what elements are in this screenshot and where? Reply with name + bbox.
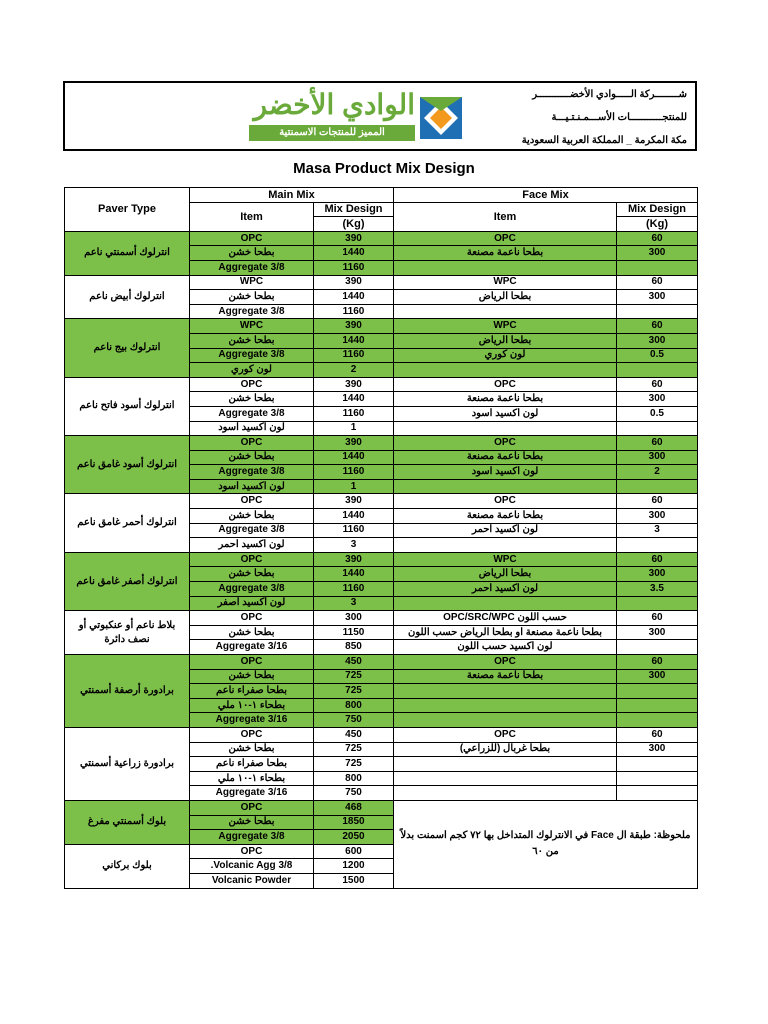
main-kg-cell: 1160 (314, 582, 394, 597)
main-kg-cell: 1440 (314, 333, 394, 348)
main-kg-cell: 390 (314, 436, 394, 451)
main-kg-cell: 390 (314, 494, 394, 509)
main-item-cell: بطحا خشن (190, 567, 314, 582)
main-kg-cell: 1440 (314, 290, 394, 305)
face-item-cell: لون اكسيد اسود (394, 406, 617, 421)
face-kg-cell (617, 538, 698, 553)
face-item-cell: بطحا ناعمة مصنعة (394, 392, 617, 407)
face-kg-cell (617, 713, 698, 728)
main-item-cell: بطحا خشن (190, 509, 314, 524)
main-item-cell: بطحا خشن (190, 333, 314, 348)
paver-type-cell: انترلوك أسود غامق ناعم (65, 436, 190, 494)
face-item-cell: بطحا غربال (للزراعي) (394, 742, 617, 757)
face-kg-cell (617, 684, 698, 699)
main-item-cell: 3/16 Aggregate (190, 640, 314, 655)
mix-design-table (64, 187, 698, 889)
main-item-cell: بطحا خشن (190, 246, 314, 261)
main-kg-cell: 1200 (314, 859, 394, 874)
face-item-cell: WPC (394, 275, 617, 290)
face-item-cell: بطحا ناعمة مصنعة (394, 450, 617, 465)
paver-type-header: Paver Type (65, 188, 190, 232)
footnote-cell: ملحوظة: طبقة ال Face في الانترلوك المتداخل بها ٧٢ كجم اسمنت بدلاً من ٦٠ (394, 800, 698, 888)
main-item-cell: 3/16 Aggregate (190, 713, 314, 728)
table-row (65, 494, 698, 509)
face-item-cell: لون اكسيد احمر (394, 582, 617, 597)
paver-type-cell: بلوك بركاني (65, 844, 190, 888)
main-kg-cell: 1440 (314, 246, 394, 261)
face-kg-cell: 60 (617, 494, 698, 509)
logo-wordmark: الوادي الأخضر (253, 89, 415, 120)
main-item-cell: 3/8 Aggregate (190, 260, 314, 275)
face-mix-header: Face Mix (394, 188, 698, 203)
face-item-cell (394, 304, 617, 319)
company-name: شــــــــركة الـــــوادي الأخضـــــــــــر (532, 89, 687, 100)
main-kg-cell: 600 (314, 844, 394, 859)
main-kg-cell: 2 (314, 363, 394, 378)
face-item-cell (394, 698, 617, 713)
main-item-cell: 3/8 Aggregate (190, 830, 314, 845)
logo-tagline: المميز للمنتجات الاسمنتية (249, 125, 415, 141)
main-kg-cell: 1160 (314, 523, 394, 538)
main-kg-cell: 1160 (314, 260, 394, 275)
face-kg-cell: 300 (617, 246, 698, 261)
main-item-cell: بطحا خشن (190, 815, 314, 830)
face-item-cell: لون اكسيد اسود (394, 465, 617, 480)
main-kg-cell: 725 (314, 742, 394, 757)
table-row (65, 727, 698, 742)
main-item-cell: WPC (190, 319, 314, 334)
main-item-cell: بطحاء ١-١٠ ملي (190, 771, 314, 786)
table-row (65, 377, 698, 392)
face-item-cell (394, 786, 617, 801)
face-kg-cell: 60 (617, 655, 698, 670)
main-kg-cell: 2050 (314, 830, 394, 845)
face-kg-cell: 0.5 (617, 348, 698, 363)
main-kg-cell: 1160 (314, 304, 394, 319)
face-item-cell (394, 538, 617, 553)
table-row (65, 436, 698, 451)
paver-type-cell: انترلوك أصفر غامق ناعم (65, 552, 190, 610)
paver-type-cell: برادورة أرصفة أسمنتي (65, 655, 190, 728)
face-kg-cell: 300 (617, 625, 698, 640)
main-kg-cell: 3 (314, 596, 394, 611)
main-item-cell: OPC (190, 436, 314, 451)
face-kg-cell (617, 421, 698, 436)
main-kg-cell: 468 (314, 800, 394, 815)
face-kg-cell: 60 (617, 377, 698, 392)
main-item-cell: بطحا خشن (190, 392, 314, 407)
main-kg-cell: 725 (314, 684, 394, 699)
main-kg-cell: 800 (314, 771, 394, 786)
main-item-cell: لون كوري (190, 363, 314, 378)
main-item-cell: OPC (190, 231, 314, 246)
face-kg-cell (617, 771, 698, 786)
main-item-cell: OPC (190, 727, 314, 742)
face-item-cell: بطحا ناعمة مصنعة (394, 246, 617, 261)
face-item-cell: WPC (394, 552, 617, 567)
face-kg-cell: 2 (617, 465, 698, 480)
face-kg-cell: 60 (617, 727, 698, 742)
main-kg-cell: 725 (314, 757, 394, 772)
face-item-cell: بطحا ناعمة مصنعة (394, 669, 617, 684)
face-kg-cell: 60 (617, 552, 698, 567)
face-item-cell: WPC (394, 319, 617, 334)
main-item-cell: WPC (190, 275, 314, 290)
main-kg-cell: 1150 (314, 625, 394, 640)
main-item-cell: بطحا خشن (190, 625, 314, 640)
company-subtitle: للمنتجـــــــــــات الأســـمـنـتـيـــة (551, 112, 687, 123)
company-location: مكة المكرمة _ المملكة العربية السعودية (521, 135, 687, 146)
main-kg-cell: 1440 (314, 392, 394, 407)
main-item-cell: بطحا صفراء ناعم (190, 684, 314, 699)
main-kg-header: (Kg) (314, 217, 394, 232)
table-row (65, 275, 698, 290)
main-kg-cell: 1160 (314, 406, 394, 421)
face-item-cell (394, 260, 617, 275)
face-kg-cell: 300 (617, 392, 698, 407)
main-item-cell: 3/8 Aggregate (190, 406, 314, 421)
paver-type-cell: انترلوك أحمر غامق ناعم (65, 494, 190, 552)
face-kg-cell: 300 (617, 509, 698, 524)
face-kg-cell (617, 260, 698, 275)
face-item-cell: لون اكسيد احمر (394, 523, 617, 538)
main-item-cell: OPC (190, 552, 314, 567)
main-item-cell: 3/8 Volcanic Agg. (190, 859, 314, 874)
main-item-cell: 3/8 Aggregate (190, 582, 314, 597)
face-kg-cell: 60 (617, 611, 698, 626)
main-item-cell: لون اكسيد احمر (190, 538, 314, 553)
main-item-cell: 3/8 Aggregate (190, 523, 314, 538)
paver-type-cell: برادورة زراعية أسمنتي (65, 727, 190, 800)
main-kg-cell: 1850 (314, 815, 394, 830)
face-item-cell: بطحا الرياض (394, 290, 617, 305)
main-kg-cell: 390 (314, 552, 394, 567)
face-item-cell: OPC (394, 436, 617, 451)
face-item-cell: OPC (394, 494, 617, 509)
face-kg-cell: 300 (617, 567, 698, 582)
face-kg-cell: 3.5 (617, 582, 698, 597)
face-item-cell: OPC (394, 377, 617, 392)
main-item-cell: OPC (190, 844, 314, 859)
main-kg-cell: 390 (314, 275, 394, 290)
main-kg-cell: 750 (314, 713, 394, 728)
face-kg-header: (Kg) (617, 217, 698, 232)
main-item-cell: OPC (190, 800, 314, 815)
paver-type-cell: انترلوك أسمنتي ناعم (65, 231, 190, 275)
table-row (65, 319, 698, 334)
main-mix-header: Main Mix (190, 188, 394, 203)
main-kg-cell: 390 (314, 377, 394, 392)
main-kg-cell: 1440 (314, 509, 394, 524)
face-kg-cell: 60 (617, 436, 698, 451)
main-item-cell: Volcanic Powder (190, 873, 314, 888)
face-item-cell: OPC (394, 727, 617, 742)
face-item-cell: OPC (394, 231, 617, 246)
face-kg-cell: 300 (617, 742, 698, 757)
face-item-header: Item (394, 202, 617, 231)
face-kg-cell: 300 (617, 333, 698, 348)
face-item-cell: بطحا الرياض (394, 567, 617, 582)
face-kg-cell: 3 (617, 523, 698, 538)
main-item-cell: OPC (190, 611, 314, 626)
face-item-cell: بطحا الرياض (394, 333, 617, 348)
main-kg-cell: 1 (314, 479, 394, 494)
letterhead (63, 81, 697, 151)
face-kg-cell: 60 (617, 231, 698, 246)
face-kg-cell: 300 (617, 669, 698, 684)
main-kg-cell: 300 (314, 611, 394, 626)
table-row (65, 231, 698, 246)
face-kg-cell: 60 (617, 319, 698, 334)
main-kg-cell: 1440 (314, 567, 394, 582)
face-kg-cell: 0.5 (617, 406, 698, 421)
table-row (65, 800, 698, 815)
company-logo (249, 87, 464, 147)
main-item-cell: بطحا خشن (190, 450, 314, 465)
main-kg-cell: 450 (314, 655, 394, 670)
face-item-cell (394, 771, 617, 786)
face-item-cell: بطحا ناعمة مصنعة (394, 509, 617, 524)
main-item-cell: OPC (190, 655, 314, 670)
face-kg-cell (617, 363, 698, 378)
main-item-cell: 3/16 Aggregate (190, 786, 314, 801)
main-kg-cell: 1 (314, 421, 394, 436)
main-kg-cell: 3 (314, 538, 394, 553)
main-mix-design-header: Mix Design (314, 202, 394, 217)
paver-type-cell: بلوك أسمنتي مفرغ (65, 800, 190, 844)
main-kg-cell: 800 (314, 698, 394, 713)
main-kg-cell: 390 (314, 231, 394, 246)
paver-type-cell: انترلوك بيج ناعم (65, 319, 190, 377)
face-item-cell (394, 479, 617, 494)
main-item-cell: 3/8 Aggregate (190, 465, 314, 480)
face-kg-cell (617, 596, 698, 611)
face-kg-cell (617, 304, 698, 319)
main-kg-cell: 850 (314, 640, 394, 655)
face-kg-cell: 300 (617, 450, 698, 465)
paver-type-cell: انترلوك أبيض ناعم (65, 275, 190, 319)
main-kg-cell: 1500 (314, 873, 394, 888)
logo-mark-icon (418, 95, 464, 141)
face-item-cell: بطحا ناعمة مصنعة او بطحا الرياض حسب اللون (394, 625, 617, 640)
main-kg-cell: 725 (314, 669, 394, 684)
main-kg-cell: 1440 (314, 450, 394, 465)
face-item-cell: لون كوري (394, 348, 617, 363)
face-item-cell (394, 713, 617, 728)
table-row (65, 611, 698, 626)
paver-type-cell: انترلوك أسود فاتح ناعم (65, 377, 190, 435)
main-item-header: Item (190, 202, 314, 231)
main-item-cell: OPC (190, 377, 314, 392)
face-kg-cell (617, 786, 698, 801)
main-item-cell: OPC (190, 494, 314, 509)
main-item-cell: بطحا خشن (190, 742, 314, 757)
face-kg-cell (617, 698, 698, 713)
main-kg-cell: 750 (314, 786, 394, 801)
document-title: Masa Product Mix Design (293, 160, 475, 177)
main-item-cell: لون اكسيد اسود (190, 479, 314, 494)
table-row (65, 552, 698, 567)
face-item-cell: لون اكسيد حسب اللون (394, 640, 617, 655)
main-item-cell: 3/8 Aggregate (190, 348, 314, 363)
table-row (65, 655, 698, 670)
main-item-cell: بطحا خشن (190, 669, 314, 684)
face-kg-cell: 60 (617, 275, 698, 290)
face-kg-cell: 300 (617, 290, 698, 305)
main-kg-cell: 450 (314, 727, 394, 742)
paver-type-cell: بلاط ناعم أو عنكبوتي أو نصف دائرة (65, 611, 190, 655)
face-kg-cell (617, 757, 698, 772)
face-item-cell: OPC (394, 655, 617, 670)
main-kg-cell: 390 (314, 319, 394, 334)
main-item-cell: بطحا صفراء ناعم (190, 757, 314, 772)
face-kg-cell (617, 479, 698, 494)
main-item-cell: لون اكسيد اسود (190, 421, 314, 436)
face-item-cell (394, 421, 617, 436)
face-item-cell (394, 363, 617, 378)
main-item-cell: لون اكسيد اصفر (190, 596, 314, 611)
main-kg-cell: 1160 (314, 348, 394, 363)
face-kg-cell (617, 640, 698, 655)
main-item-cell: 3/8 Aggregate (190, 304, 314, 319)
face-item-cell (394, 757, 617, 772)
main-item-cell: بطحا خشن (190, 290, 314, 305)
face-item-cell: حسب اللون OPC/SRC/WPC (394, 611, 617, 626)
main-kg-cell: 1160 (314, 465, 394, 480)
face-item-cell (394, 684, 617, 699)
face-mix-design-header: Mix Design (617, 202, 698, 217)
main-item-cell: بطحاء ١-١٠ ملي (190, 698, 314, 713)
face-item-cell (394, 596, 617, 611)
